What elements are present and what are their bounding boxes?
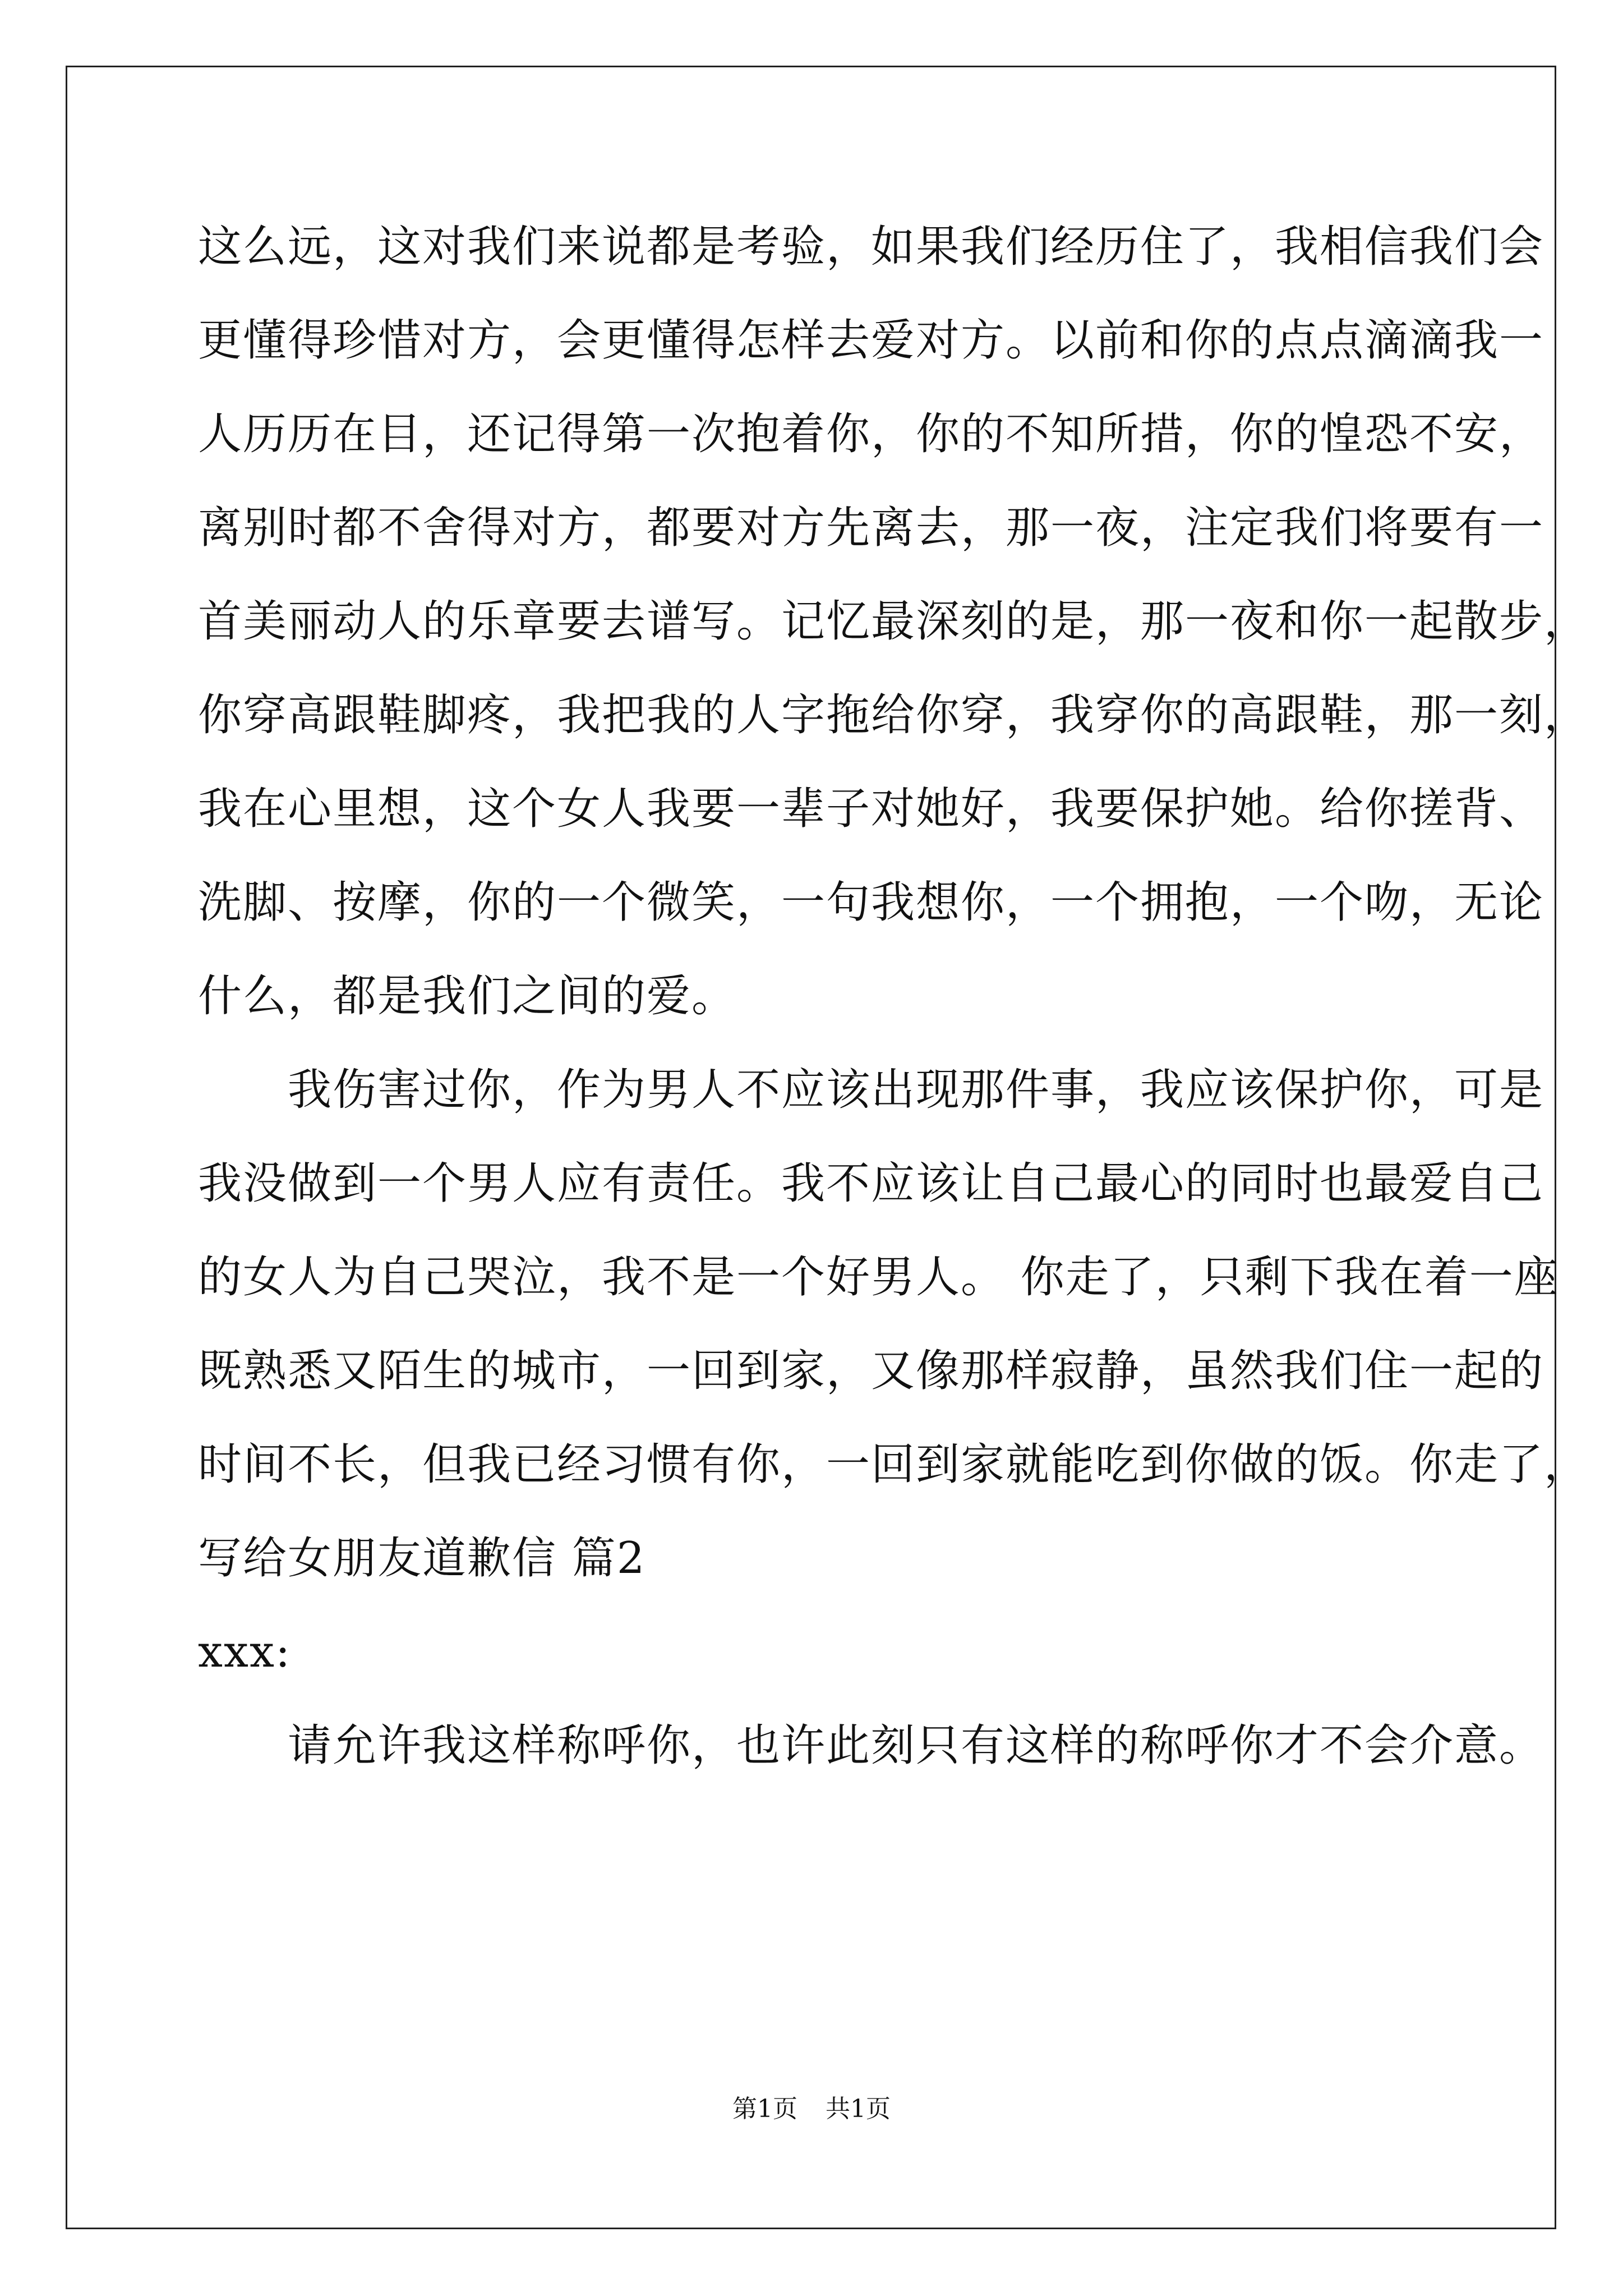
text-line-6: 你穿高跟鞋脚疼，我把我的人字拖给你穿，我穿你的高跟鞋，那一刻，	[198, 690, 1589, 740]
text-line-4: 离别时都不舍得对方，都要对方先离去，那一夜，注定我们将要有一	[198, 503, 1544, 553]
text-line-17: 请允许我这样称呼你，也许此刻只有这样的称呼你才不会介意。	[288, 1720, 1544, 1771]
text-line-13: 既熟悉又陌生的城市，一回到家，又像那样寂静，虽然我们住一起的	[198, 1346, 1544, 1396]
document-body	[198, 219, 1589, 1811]
section-heading: 写给女朋友道歉信 篇2	[198, 1533, 646, 1584]
text-line-2: 更懂得珍惜对方，会更懂得怎样去爱对方。以前和你的点点滴滴我一	[198, 315, 1544, 366]
page-number-total: 共1页	[826, 2095, 891, 2123]
page-number-current: 第1页	[732, 2095, 797, 2123]
text-line-14: 时间不长，但我已经习惯有你，一回到家就能吃到你做的饭。你走了，	[198, 1439, 1589, 1490]
text-line-7: 我在心里想，这个女人我要一辈子对她好，我要保护她。给你搓背、	[198, 784, 1544, 834]
text-line-8: 洗脚、按摩，你的一个微笑，一句我想你，一个拥抱，一个吻，无论	[198, 877, 1544, 928]
text-line-10: 我伤害过你，作为男人不应该出现那件事，我应该保护你，可是	[288, 1065, 1544, 1115]
page-footer	[0, 2092, 1623, 2126]
text-line-11: 我没做到一个男人应有责任。我不应该让自己最心的同时也最爱自己	[198, 1158, 1544, 1209]
salutation: xxx:	[198, 1627, 292, 1677]
text-line-1: 这么远，这对我们来说都是考验，如果我们经历住了，我相信我们会	[198, 222, 1544, 272]
text-line-3: 人历历在目，还记得第一次抱着你，你的不知所措，你的惶恐不安，	[198, 409, 1544, 459]
text-line-5: 首美丽动人的乐章要去谱写。记忆最深刻的是，那一夜和你一起散步，	[198, 596, 1589, 647]
text-line-12: 的女人为自己哭泣，我不是一个好男人。 你走了，只剩下我在着一座	[198, 1252, 1559, 1303]
text-line-9: 什么，都是我们之间的爱。	[198, 971, 737, 1022]
